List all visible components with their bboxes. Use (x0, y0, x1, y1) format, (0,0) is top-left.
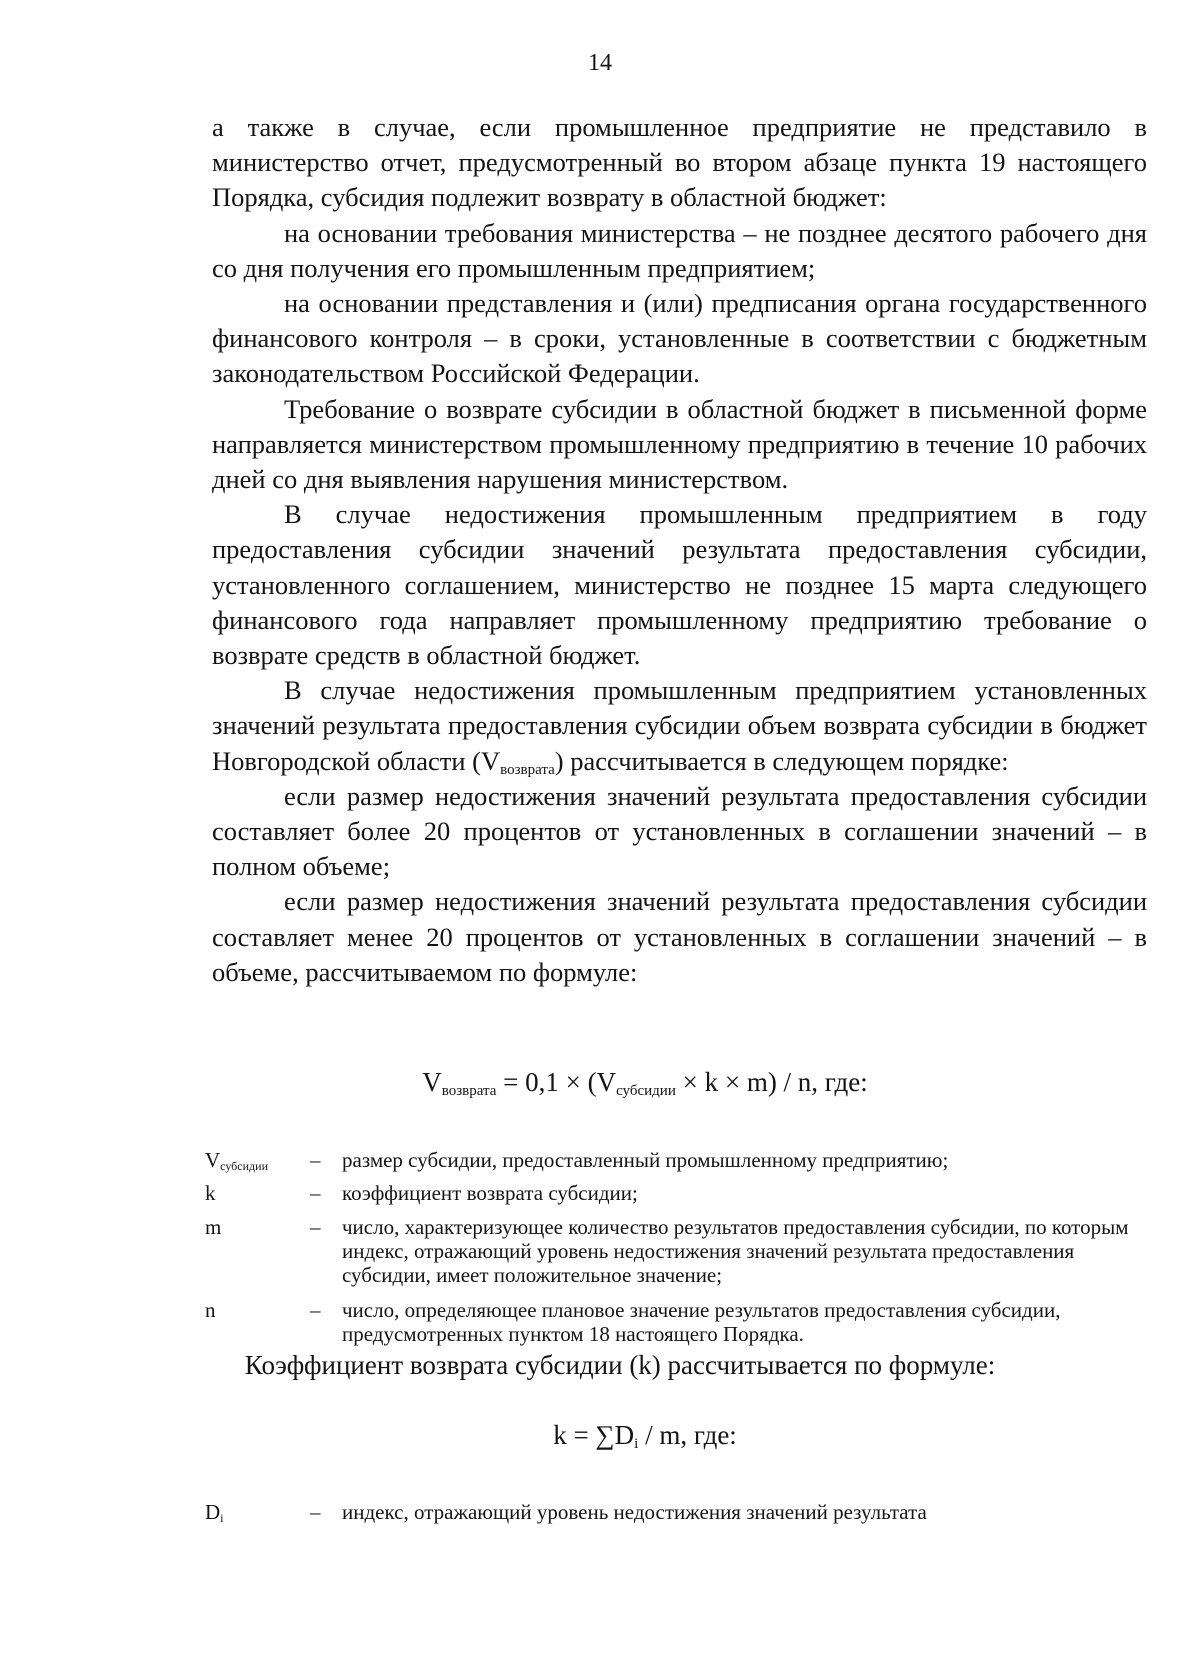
definition-text: индекс, отражающий уровень недостижения значений результата (342, 1500, 927, 1524)
formula-coefficient (0, 1420, 1200, 1451)
definition-text: число, определяющее плановое значение результатов предоставления субсидии, предусмотренных пунктом 18 настоящего Порядка. (342, 1298, 1061, 1346)
formula2-sub: i (634, 1436, 639, 1452)
definition-dash: – (310, 1298, 321, 1322)
paragraph-4: Требование о возврате субсидии в областной бюджет в письменной форме направляется министерством промышленному предприятию в течение 10 рабочих дней со дня выявления нарушения министерством. (212, 393, 1147, 495)
formula2-before: k = ∑D (553, 1420, 635, 1450)
formula-v-sub: возврата (441, 1083, 497, 1099)
definition-dash: – (310, 1500, 321, 1524)
definition-text: коэффициент возврата субсидии; (342, 1181, 638, 1205)
paragraph-2: на основании требования министерства – не позднее десятого рабочего дня со дня получения его промышленным предприятием; (212, 217, 1147, 283)
paragraph-3: на основании представления и (или) предписания органа государственного финансового контроля – в сроки, установленные в соответствии с бюджетным законодательством Российской Федерации. (212, 288, 1147, 389)
definition-dash: – (310, 1215, 321, 1239)
coefficient-heading: Коэффициент возврата субсидии (k) рассчитывается по формуле: (244, 1350, 996, 1380)
volume-text-before: В случае недостижения промышленным предприятием установленных значений результата предоставления субсидии объем возврата субсидии в бюджет Новгородской области (V (212, 675, 1147, 776)
definition-text: число, характеризующее количество результатов предоставления субсидии, по которым индекс, отражающий уровень недостижения значений результата предоставления субсидии, имеет положительное значение; (342, 1215, 1129, 1287)
definition-symbol (205, 1148, 305, 1172)
symbol-letter: V (205, 1148, 221, 1172)
definition-text: размер субсидии, предоставленный промышленному предприятию; (342, 1148, 949, 1172)
definition-dash: – (310, 1181, 321, 1205)
volume-text-after: ) рассчитывается в следующем порядке: (554, 745, 1009, 776)
paragraph-volume (212, 673, 1147, 779)
body-text (212, 110, 1147, 990)
definition-symbol: m (205, 1215, 222, 1239)
paragraph-1: а также в случае, если промышленное предприятие не представило в министерство отчет, предусмотренный во втором абзаце пункта 19 настоящего Порядка, субсидия подлежит возврату в областной бюджет: (212, 112, 1147, 213)
definition-symbol (205, 1500, 305, 1524)
formula-vs-sub: субсидии (616, 1083, 676, 1099)
paragraph-5: В случае недостижения промышленным предприятием в году предоставления субсидии значений результата предоставления субсидии, установленного соглашением, министерство не позднее 15 марта следующего финансового года направляет промышленному предприятию требование о возврате средств в областной бюджет. (212, 499, 1147, 671)
definition-symbol: n (205, 1298, 216, 1322)
page-number: 14 (588, 50, 612, 76)
formula2-after: / m, где: (638, 1420, 737, 1450)
symbol-subscript: i (220, 1511, 224, 1525)
volume-subscript: возврата (500, 761, 555, 778)
formula-mid1: = 0,1 × (V (496, 1067, 617, 1097)
paragraph-less-20: если размер недостижения значений результата предоставления субсидии составляет менее 20 процентов от установленных в соглашении значений – в объеме, рассчитываемом по формуле: (212, 886, 1147, 987)
paragraph-more-20: если размер недостижения значений результата предоставления субсидии составляет более 20 процентов от установленных в соглашении значений – в полном объеме; (212, 780, 1147, 882)
symbol-letter: D (205, 1500, 221, 1524)
definition-dash: – (310, 1148, 321, 1172)
definition-symbol: k (205, 1181, 216, 1205)
formula-v: V (422, 1067, 442, 1097)
formula-mid2: × k × m) / n, где: (675, 1067, 868, 1097)
formula-return-volume (0, 1067, 1200, 1098)
symbol-subscript: субсидии (220, 1159, 268, 1173)
